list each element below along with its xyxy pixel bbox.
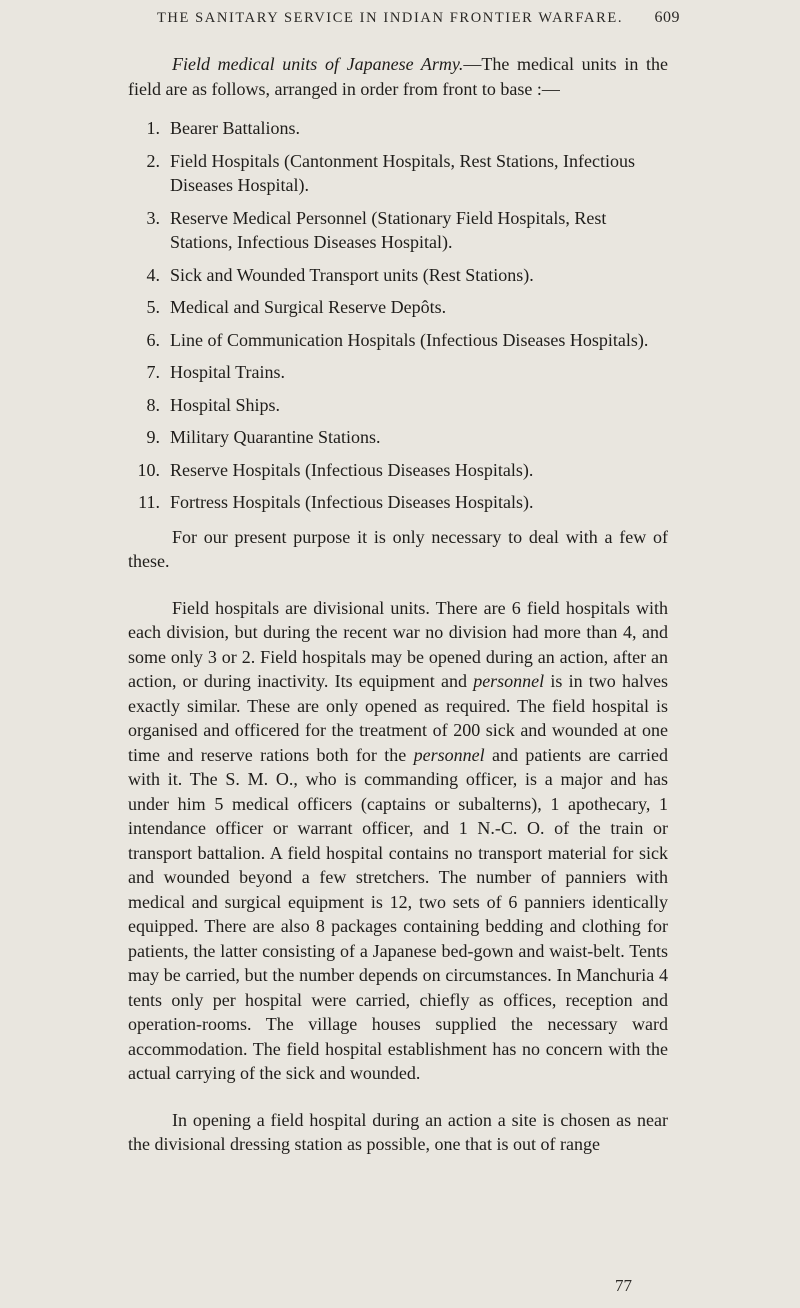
- section-heading: Field medical units of Japanese Army.: [172, 54, 464, 74]
- field-text-part3: and patients are carried with it. The S. M. O., who is commanding officer, is a major and has under him 5 medical officers (captains or subalterns), 1 apothecary, 1 intendance officer or warrant officer, and 1 N.-C. O. of the train or transport battalion. A field hospital contains no transport material for sick and wounded beyond a few stretchers. The number of panniers with medical and surgical equipment is 12, two sets of 6 panniers identically equipped. There are also 8 packages containing bedding and clothing for patients, the latter consisting of a Japanese bed-gown and waist-belt. Tents may be carried, but the number depends on circumstances. In Manchuria 4 tents only per hospital were carried, chiefly as offices, reception and operation-rooms. The village houses supplied the necessary ward accommodation. The field hospital establishment has no concern with the actual carrying of the sick and wounded.: [128, 744, 669, 1083]
- field-text-part1: Field hospitals are divisional units. There are 6 field hospitals with each division, but during the recent war no division had more than 4, and some only 3 or 2. Field hospitals may be opened during an action, after an action, or during inactivity. Its equipment and: [128, 597, 668, 691]
- list-item-label: Reserve Medical Personnel (Stationary Field Hospitals, Rest Stations, Infectious Diseases Hospital).: [170, 207, 607, 252]
- list-item-label: Reserve Hospitals (Infectious Diseases Hospitals).: [170, 459, 534, 480]
- list-item-label: Line of Communication Hospitals (Infectious Diseases Hospitals).: [170, 329, 649, 350]
- field-text-italic1: personnel: [473, 671, 545, 691]
- medical-units-list: [128, 116, 668, 515]
- list-item-number: 5.: [146, 297, 160, 317]
- signature-mark: 77: [615, 1276, 632, 1295]
- list-item-number: 7.: [146, 362, 160, 382]
- list-item: [128, 458, 668, 483]
- field-hospitals-paragraph: [128, 596, 668, 1086]
- list-item: [128, 425, 668, 450]
- list-item-number: 11.: [138, 492, 160, 512]
- list-item: [128, 206, 668, 255]
- intro-text: —The medical units in the field are as follows, arranged in order from front to base :—: [128, 54, 668, 99]
- list-item-number: 4.: [146, 264, 160, 285]
- list-item-label: Bearer Battalions.: [170, 118, 300, 138]
- list-item-label: Hospital Trains.: [170, 362, 286, 382]
- list-item-label: Field Hospitals (Cantonment Hospitals, Rest Stations, Infectious Diseases Hospital).: [170, 150, 635, 195]
- list-item: [128, 328, 668, 353]
- list-item: [128, 116, 668, 141]
- running-head: THE SANITARY SERVICE IN INDIAN FRONTIER WARFARE.: [156, 10, 624, 26]
- list-item-label: Sick and Wounded Transport units (Rest Stations).: [170, 264, 534, 285]
- intro-paragraph: [128, 52, 668, 101]
- list-item-label: Fortress Hospitals (Infectious Diseases Hospitals).: [170, 492, 534, 512]
- list-item-number: 8.: [146, 394, 160, 415]
- list-item-number: 3.: [146, 207, 160, 228]
- field-text-italic2: personnel: [413, 744, 485, 765]
- list-item-number: 10.: [137, 459, 160, 480]
- list-item: [128, 295, 668, 320]
- list-item: [128, 263, 668, 288]
- list-item-number: 2.: [146, 150, 160, 171]
- opening-paragraph: In opening a field hospital during an action a site is chosen as near the divisional dressing station as possible, one that is out of range: [128, 1109, 668, 1154]
- list-item: [128, 393, 668, 418]
- list-item-number: 9.: [146, 427, 160, 447]
- list-item-label: Hospital Ships.: [170, 394, 281, 415]
- page-number: 609: [654, 9, 680, 26]
- list-item-label: Medical and Surgical Reserve Depôts.: [170, 297, 447, 317]
- field-text-part2: is in two halves exactly similar. These are only opened as required. The field hospital is organised and officered for the treatment of 200 sick and wounded at one time and reserve rations both for the: [128, 671, 668, 765]
- list-item-number: 6.: [146, 329, 160, 350]
- purpose-paragraph: For our present purpose it is only necessary to deal with a few of these.: [128, 526, 668, 571]
- page-body: [128, 52, 668, 1157]
- list-item: [128, 490, 668, 515]
- list-item: [128, 149, 668, 198]
- list-item-number: 1.: [146, 118, 160, 138]
- list-item-label: Military Quarantine Stations.: [170, 427, 381, 447]
- list-item: [128, 360, 668, 385]
